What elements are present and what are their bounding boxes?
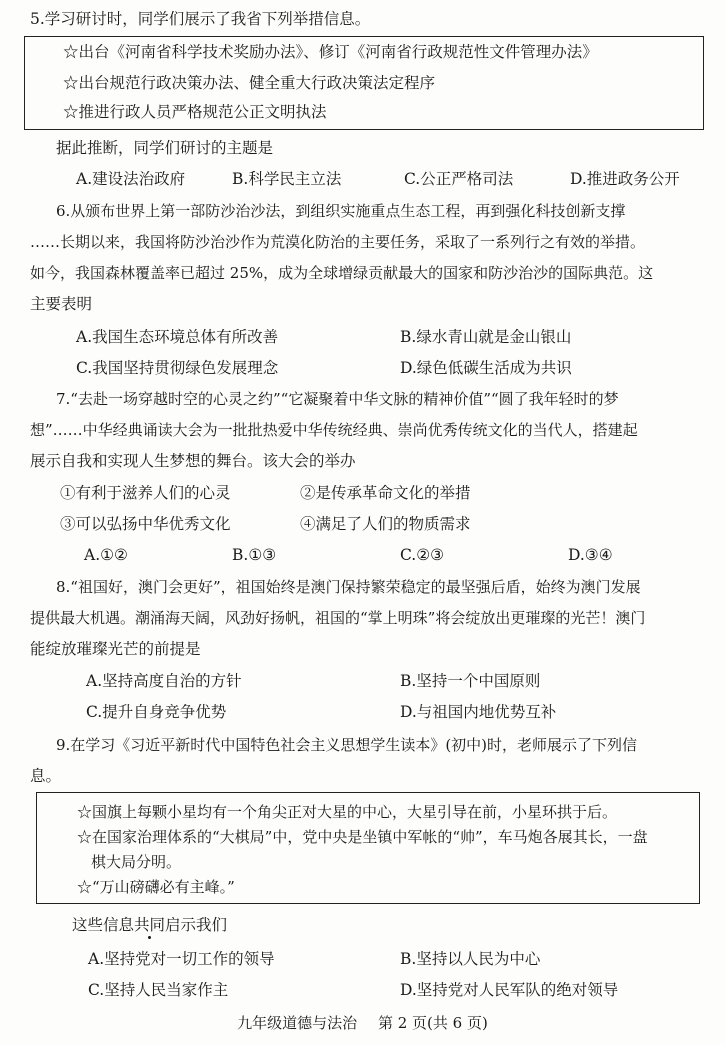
q9-option-d[interactable]: D.坚持党对人民军队的绝对领导 — [400, 981, 619, 999]
q7-line-3: 展示自我和实现人生梦想的舞台。该大会的举办 — [30, 452, 356, 470]
q6-option-b[interactable]: B.绿水青山就是金山银山 — [400, 328, 572, 346]
q8-line-1: 8.“祖国好，澳门会更好”，祖国始终是澳门保持繁荣稳定的最坚强后盾，始终为澳门发展 — [56, 578, 641, 596]
q9-box-line-3: 棋大局分明。 — [91, 853, 182, 871]
q7-line-2: 想”……中华经典诵读大会为一批批热爱中华传统经典、崇尚优秀传统文化的当代人，搭建起 — [30, 421, 638, 439]
q8-option-a[interactable]: A.坚持高度自治的方针 — [86, 672, 242, 690]
q8-option-d[interactable]: D.与祖国内地优势互补 — [400, 703, 557, 721]
q6-line-2: ……长期以来，我国将防沙治沙作为荒漠化防治的主要任务，采取了一系列行之有效的举措。 — [30, 233, 646, 251]
footer-subject: 九年级道德与法治 — [237, 1014, 358, 1032]
q6-option-d[interactable]: D.绿色低碳生活成为共识 — [400, 359, 572, 377]
q5-question: 据此推断，同学们研讨的主题是 — [56, 139, 274, 157]
q5-stem: 5.学习研讨时，同学们展示了我省下列举措信息。 — [30, 10, 371, 28]
q9-box-line-4: ☆“万山磅礴必有主峰。” — [77, 878, 235, 896]
q7-option-d[interactable]: D.③④ — [568, 546, 613, 564]
q6-line-1: 6.从颁布世界上第一部防沙治沙法，到组织实施重点生态工程，再到强化科技创新支撑 — [56, 202, 626, 220]
q9-option-c[interactable]: C.坚持人民当家作主 — [88, 981, 229, 999]
q6-line-4: 主要表明 — [30, 295, 93, 313]
q9-info-box — [36, 792, 700, 904]
q7-option-a[interactable]: A.①② — [84, 546, 128, 564]
q5-option-c[interactable]: C.公正严格司法 — [404, 170, 514, 188]
q5-box-item-3: ☆推进行政人员严格规范公正文明执法 — [63, 103, 327, 121]
q7-statement-2: ②是传承革命文化的举措 — [300, 484, 471, 502]
q9-option-a[interactable]: A.坚持党对一切工作的领导 — [88, 950, 275, 968]
q6-option-a[interactable]: A.我国生态环境总体有所改善 — [76, 328, 279, 346]
footer-page-number: 第 2 页(共 6 页) — [377, 1014, 488, 1032]
q5-option-d[interactable]: D.推进政务公开 — [570, 170, 680, 188]
q7-statement-4: ④满足了人们的物质需求 — [300, 515, 471, 533]
q5-option-a[interactable]: A.建设法治政府 — [76, 170, 186, 188]
q7-statement-3: ③可以弘扬中华优秀文化 — [60, 515, 231, 533]
q9-box-line-2: ☆在国家治理体系的“大棋局”中，党中央是坐镇中军帐的“帅”，车马炮各展其长，一盘 — [77, 828, 648, 846]
q6-option-c[interactable]: C.我国坚持贯彻绿色发展理念 — [76, 359, 279, 377]
q7-option-c[interactable]: C.②③ — [400, 546, 445, 564]
q9-question-pre: 这些信息 — [72, 916, 135, 934]
q8-option-c[interactable]: C.提升自身竞争优势 — [86, 703, 227, 721]
q7-line-1: 7.“去赴一场穿越时空的心灵之约”“它凝聚着中华文脉的精神价值”“圆了我年轻时的梦 — [56, 390, 619, 408]
q9-line-1: 9.在学习《习近平新时代中国特色社会主义思想学生读本》(初中)时，老师展示了下列信 — [56, 736, 638, 754]
q5-option-b[interactable]: B.科学民主立法 — [232, 170, 342, 188]
page-footer — [0, 1012, 725, 1034]
q9-question — [72, 914, 227, 936]
q6-line-3: 如今，我国森林覆盖率已超过 25%，成为全球增绿贡献最大的国家和防沙治沙的国际典范。这 — [30, 264, 654, 282]
q9-box-line-1: ☆国旗上每颗小星均有一个角尖正对大星的中心，大星引导在前，小星环拱于后。 — [77, 803, 618, 821]
q7-option-b[interactable]: B.①③ — [232, 546, 277, 564]
q8-option-b[interactable]: B.坚持一个中国原则 — [400, 672, 541, 690]
q9-option-b[interactable]: B.坚持以人民为中心 — [400, 950, 541, 968]
q7-statement-1: ①有利于滋养人们的心灵 — [60, 484, 231, 502]
q8-line-2: 提供最大机遇。潮涌海天阔，风劲好扬帆，祖国的“掌上明珠”将会绽放出更璀璨的光芒！澳门 — [30, 609, 646, 627]
q9-question-post: 启示我们 — [165, 916, 228, 934]
q5-box-item-1: ☆出台《河南省科学技术奖励办法》、修订《河南省行政规范性文件管理办法》 — [63, 43, 598, 61]
q8-line-3: 能绽放璀璨光芒的前提是 — [30, 640, 201, 658]
q5-box-item-2: ☆出台规范行政决策办法、健全重大行政决策法定程序 — [63, 74, 436, 92]
q5-info-box — [24, 36, 704, 130]
q9-line-2: 息。 — [30, 767, 62, 785]
q9-question-emphasis: 共同 — [134, 916, 166, 934]
